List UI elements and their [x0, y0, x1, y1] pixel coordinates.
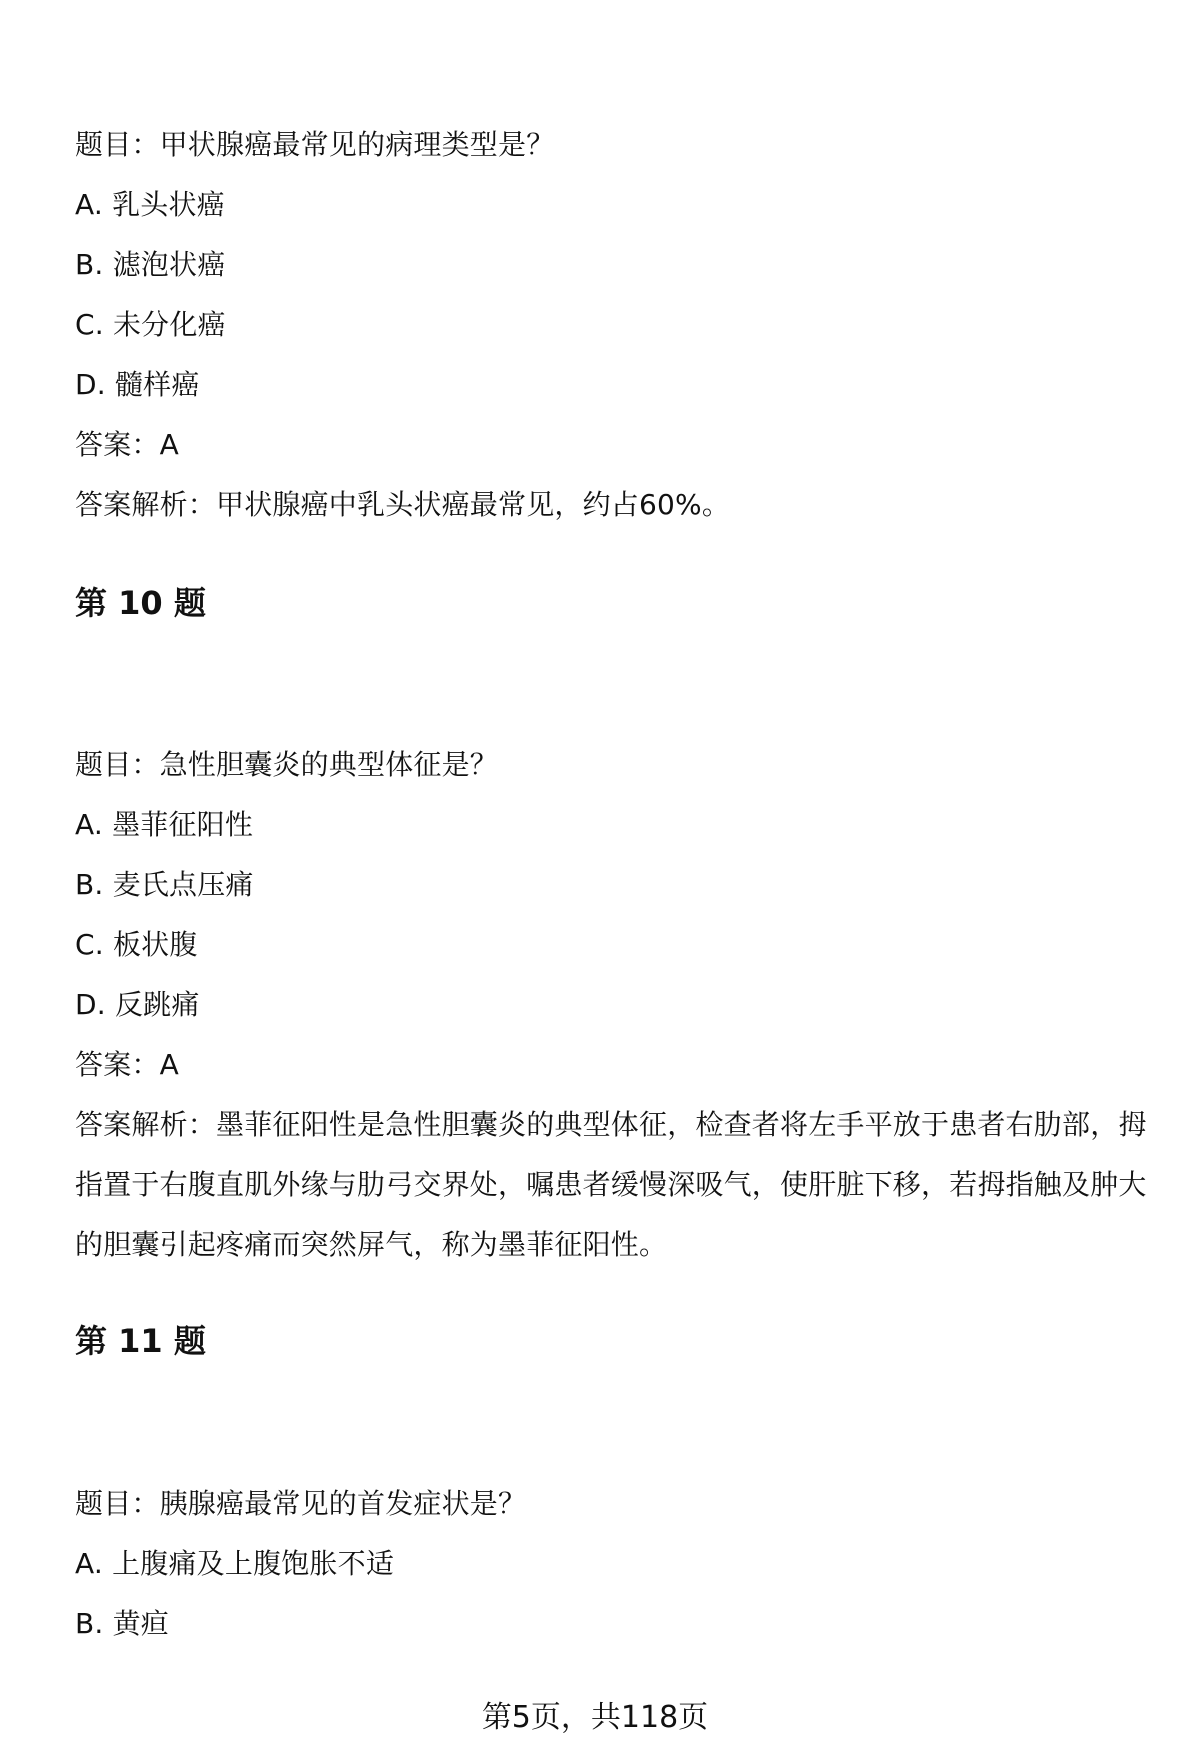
question-10-option-d: D. 反跳痛: [75, 988, 200, 1021]
question-11-stem: 题目：胰腺癌最常见的首发症状是？: [75, 1487, 527, 1520]
question-10-option-c: C. 板状腹: [75, 928, 198, 961]
question-11-option-b: B. 黄疸: [75, 1607, 170, 1640]
question-10-stem: 题目：急性胆囊炎的典型体征是？: [75, 748, 499, 781]
question-9-explanation: 答案解析：甲状腺癌中乳头状癌最常见，约占60%。: [75, 488, 731, 521]
question-9-option-d: D. 髓样癌: [75, 368, 200, 401]
question-9-option-b: B. 滤泡状癌: [75, 248, 226, 281]
question-10-option-b: B. 麦氏点压痛: [75, 868, 254, 901]
page-number-footer: 第5页，共118页: [481, 1700, 709, 1735]
question-11-heading: 第 11 题: [75, 1322, 206, 1360]
question-11-option-a: A. 上腹痛及上腹饱胀不适: [75, 1547, 395, 1580]
question-9-answer: 答案：A: [75, 428, 179, 461]
question-10-explanation: 答案解析：墨菲征阳性是急性胆囊炎的典型体征，检查者将左手平放于患者右肋部，拇指置于右腹直肌外缘与肋弓交界处，嘱患者缓慢深吸气，使肝脏下移，若拇指触及肿大的胆囊引起疼痛而突然屏气，称为墨菲征阳性。: [75, 1108, 1147, 1261]
question-10-answer: 答案：A: [75, 1048, 179, 1081]
question-9-option-c: C. 未分化癌: [75, 308, 226, 341]
question-10-heading: 第 10 题: [75, 584, 206, 622]
question-10-option-a: A. 墨菲征阳性: [75, 808, 254, 841]
question-9-stem: 题目：甲状腺癌最常见的病理类型是？: [75, 128, 555, 161]
question-9-option-a: A. 乳头状癌: [75, 188, 225, 221]
